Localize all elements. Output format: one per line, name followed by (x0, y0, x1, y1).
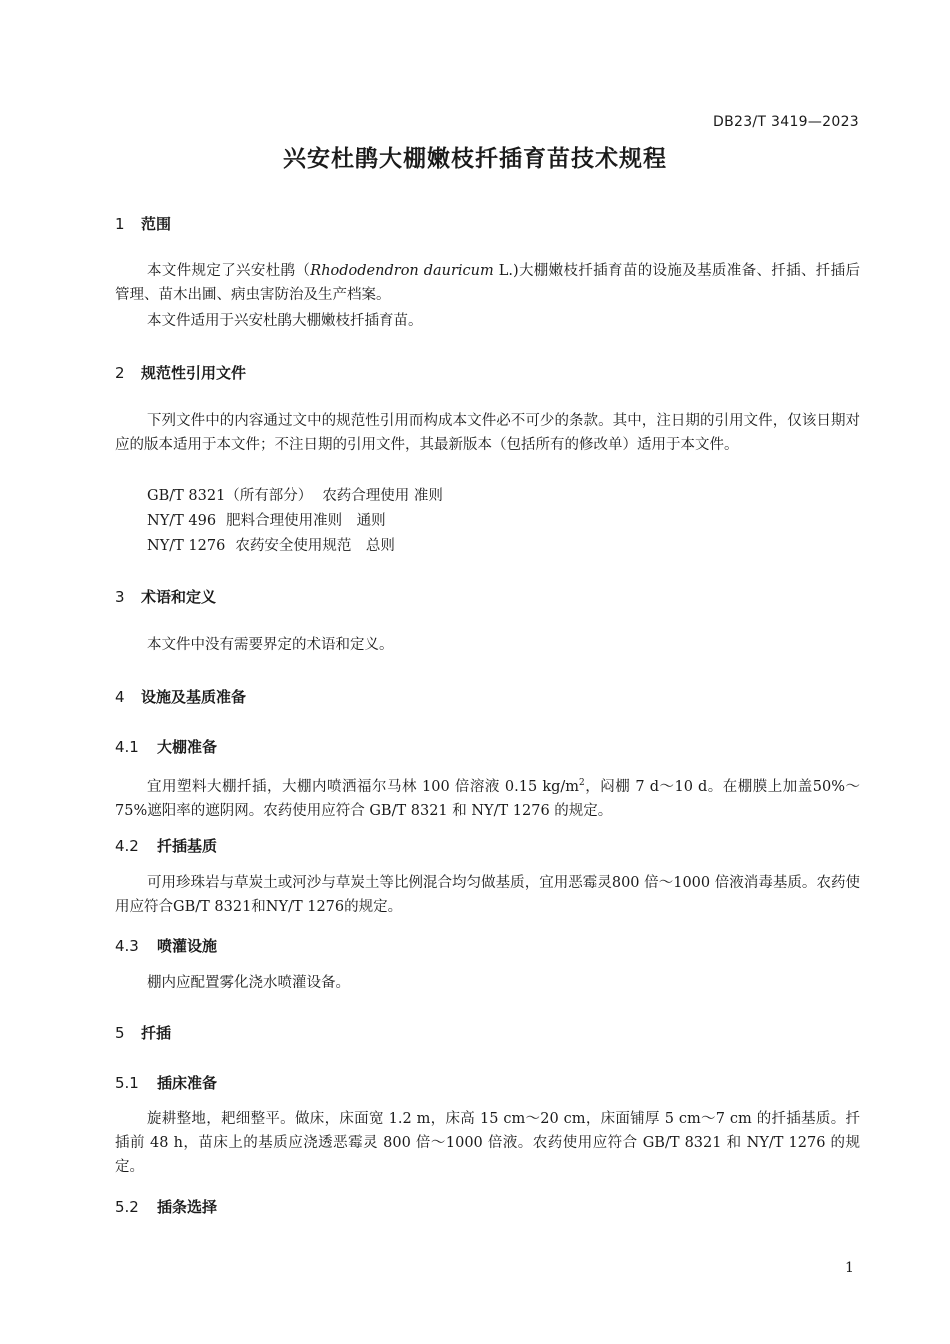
section-4-heading: 4 设施及基质准备 (115, 688, 247, 706)
species-name: Rhododendron dauricum (310, 263, 494, 279)
section-5-1-paragraph: 旋耕整地，耙细整平。做床，床面宽 1.2 m，床高 15 cm～20 cm，床面铺厚 5 cm～7 cm 的扦插基质。扦插前 48 h，苗床上的基质应浇透恶霉灵 800 倍～1000 倍液。农药使用应符合 GB/T 8321 和 NY/T 1276 的规定。 (115, 1111, 860, 1175)
section-4-1-paragraph: 宜用塑料大棚扦插，大棚内喷洒福尔马林 100 倍溶液 0.15 $kg/m^2$，闷棚 7 d～10 d。在棚膜上加盖50%～75%遮阳率的遮阴网。农药使用应符合 GB/T 8321 和 NY/T 1276 的规定。 (115, 778, 861, 819)
section-4-2-paragraph: 可用珍珠岩与草炭土或河沙与草炭土等比例混合均匀做基质，宜用恶霉灵800 倍～1000 倍液消毒基质。农药使用应符合GB/T 8321和NY/T 1276的规定。 (115, 875, 860, 915)
reference-item: NY/T 496 肥料合理使用准则 通则 (147, 513, 386, 529)
page-number: 1 (845, 1260, 854, 1276)
section-1-paragraph-1: 本文件规定了兴安杜鹃（Rhododendron dauricum L.)大棚嫩枝扦插育苗的设施及基质准备、扦插、扦插后管理、苗木出圃、病虫害防治及生产档案。 (115, 263, 860, 303)
document-title: 兴安杜鹃大棚嫩枝扦插育苗技术规程 (283, 146, 667, 172)
reference-item: GB/T 8321（所有部分） 农药合理使用 准则 (147, 488, 443, 504)
section-4-2-heading: 4.2 扦插基质 (115, 837, 218, 855)
section-5-2-heading: 5.2 插条选择 (115, 1198, 218, 1216)
section-5-heading: 5 扦插 (115, 1024, 172, 1042)
section-1-heading (115, 213, 171, 234)
standard-code: DB23/T 3419—2023 (713, 114, 859, 130)
section-4-1-heading: 4.1 大棚准备 (115, 738, 218, 756)
reference-item: NY/T 1276 农药安全使用规范 总则 (147, 538, 395, 554)
section-5-1-heading: 5.1 插床准备 (115, 1074, 218, 1092)
section-number: 1 (115, 215, 125, 233)
section-1-paragraph-2: 本文件适用于兴安杜鹃大棚嫩枝扦插育苗。 (147, 313, 423, 329)
section-4-3-paragraph: 棚内应配置雾化浇水喷灌设备。 (147, 975, 350, 991)
section-3-heading: 3 术语和定义 (115, 588, 217, 606)
section-4-3-heading: 4.3 喷灌设施 (115, 937, 218, 955)
section-2-heading: 2 规范性引用文件 (115, 364, 247, 382)
section-2-paragraph-1: 下列文件中的内容通过文中的规范性引用而构成本文件必不可少的条款。其中，注日期的引用文件，仅该日期对应的版本适用于本文件；不注日期的引用文件，其最新版本（包括所有的修改单）适用于本文件。 (115, 413, 860, 453)
section-title: 范围 (141, 215, 172, 233)
section-3-paragraph: 本文件中没有需要界定的术语和定义。 (147, 637, 394, 653)
